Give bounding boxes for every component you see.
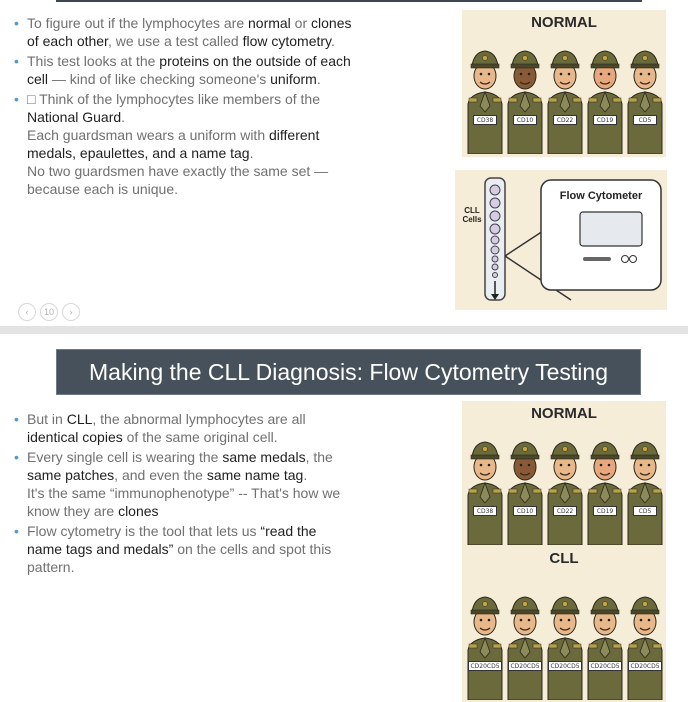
bullet-item [14,90,354,198]
key-phrase: National Guard [27,109,122,125]
bullet-text: , we use a test called [107,33,243,49]
bullet-marker: • [14,411,19,427]
guardsman-figure [506,42,544,157]
bullet-text: , the [305,449,333,465]
guardsman-figure [466,588,504,702]
bullet-item [14,52,354,88]
normal-label: NORMAL [531,405,597,422]
name-tag: CD19 [593,506,617,516]
guardsman-figure [626,588,664,702]
guardsman-figure [506,588,544,702]
bullet-marker: • [14,15,19,31]
key-phrase: clones of each other [27,15,352,49]
guardsman-figure [506,433,544,548]
key-phrase: different medals, epaulettes, and a name tag [27,127,320,161]
normal-label: NORMAL [531,14,597,31]
bullet-marker: • [14,523,19,539]
normal-guards-illustration [462,401,666,548]
name-tag: CD19 [593,115,617,125]
name-tag: CD22 [553,115,577,125]
bullet-text: To figure out if the lymphocytes are [27,15,248,31]
bullet-text: . [249,145,254,161]
guardsman-figure [586,433,624,548]
name-tag: CD20CD5 [508,661,542,671]
next-slide-button[interactable]: › [62,303,80,321]
guardsman-figure [546,433,584,548]
guardsman-figure [546,588,584,702]
guardsman-figure [586,588,624,702]
name-tag: CD20CD5 [468,661,502,671]
normal-guards-illustration [462,10,666,157]
name-tag: CD5 [633,506,657,516]
bullet-text: This test looks at the [27,53,160,69]
bullet-text: Every single cell is wearing the [27,449,223,465]
bullet-text: But in [27,411,67,427]
key-phrase: CLL [66,411,93,427]
cll-label: CLL [549,550,579,567]
bullet-text: . [303,467,308,483]
flow-cytometer-label: Flow Cytometer [559,190,643,202]
previous-slide-button[interactable]: ‹ [18,303,36,321]
bullet-text: or [290,15,312,31]
bullet-text: . [121,109,126,125]
guardsman-figure [546,42,584,157]
slide-11 [0,334,688,702]
key-phrase: uniform [270,71,317,87]
guardsman-figure [466,42,504,157]
key-phrase: same medals [222,449,306,465]
slide-navigation [18,303,80,321]
key-phrase: flow cytometry [242,33,332,49]
bullet-text: No two guardsmen have exactly the same set — because each is unique. [27,163,329,197]
key-phrase: identical copies [27,429,123,445]
name-tag: CD20CD5 [548,661,582,671]
slide-11-bullet-list [14,410,354,578]
title-bar-edge [56,0,642,2]
key-phrase: same patches [27,467,115,483]
bullet-marker: • [14,91,19,107]
name-tag: CD22 [553,506,577,516]
key-phrase: normal [248,15,291,31]
slide-title: Making the CLL Diagnosis: Flow Cytometry Testing [56,349,641,395]
bullet-text: — kind of like checking someone's [48,71,271,87]
guardsman-figure [626,433,664,548]
name-tag: CD38 [473,115,497,125]
bullet-text: . [316,71,321,87]
bullet-text: Flow cytometry is the tool that lets us [27,523,261,539]
flow-cytometer-illustration [455,170,667,310]
name-tag: CD10 [513,506,537,516]
name-tag: CD20CD5 [628,661,662,671]
key-phrase: proteins on the outside of each cell [27,53,351,87]
bullet-text: of the same original cell. [122,429,278,445]
bullet-item [14,522,354,576]
bullet-item [14,410,354,446]
bullet-item [14,14,354,50]
key-phrase: “read the name tags and medals” [27,523,317,557]
bullet-text: , and even the [114,467,207,483]
cll-cells-label: CLL Cells [462,206,482,224]
bullet-text: □ Think of the lymphocytes like members of the [27,91,320,107]
name-tag: CD38 [473,506,497,516]
bullet-marker: • [14,449,19,465]
guardsman-figure [586,42,624,157]
key-phrase: clones [118,503,159,519]
bullet-text: It's the same “immunophenotype” -- That's how we know they are [27,485,341,519]
name-tag: CD20CD5 [588,661,622,671]
bullet-text: , the abnormal lymphocytes are all [92,411,306,427]
slide-number: 10 [40,303,58,321]
bullet-marker: • [14,53,19,69]
guardsman-figure [626,42,664,157]
guardsman-figure [466,433,504,548]
bullet-text: on the cells and spot this pattern. [27,541,332,575]
name-tag: CD5 [633,115,657,125]
bullet-text: . [331,33,335,49]
name-tag: CD10 [513,115,537,125]
bullet-item [14,448,354,520]
cll-clone-guards-illustration [462,548,666,702]
slide-10 [0,0,688,326]
key-phrase: same name tag [206,467,304,483]
bullet-text: Each guardsman wears a uniform with [27,127,269,143]
slide-10-bullet-list [14,14,354,200]
